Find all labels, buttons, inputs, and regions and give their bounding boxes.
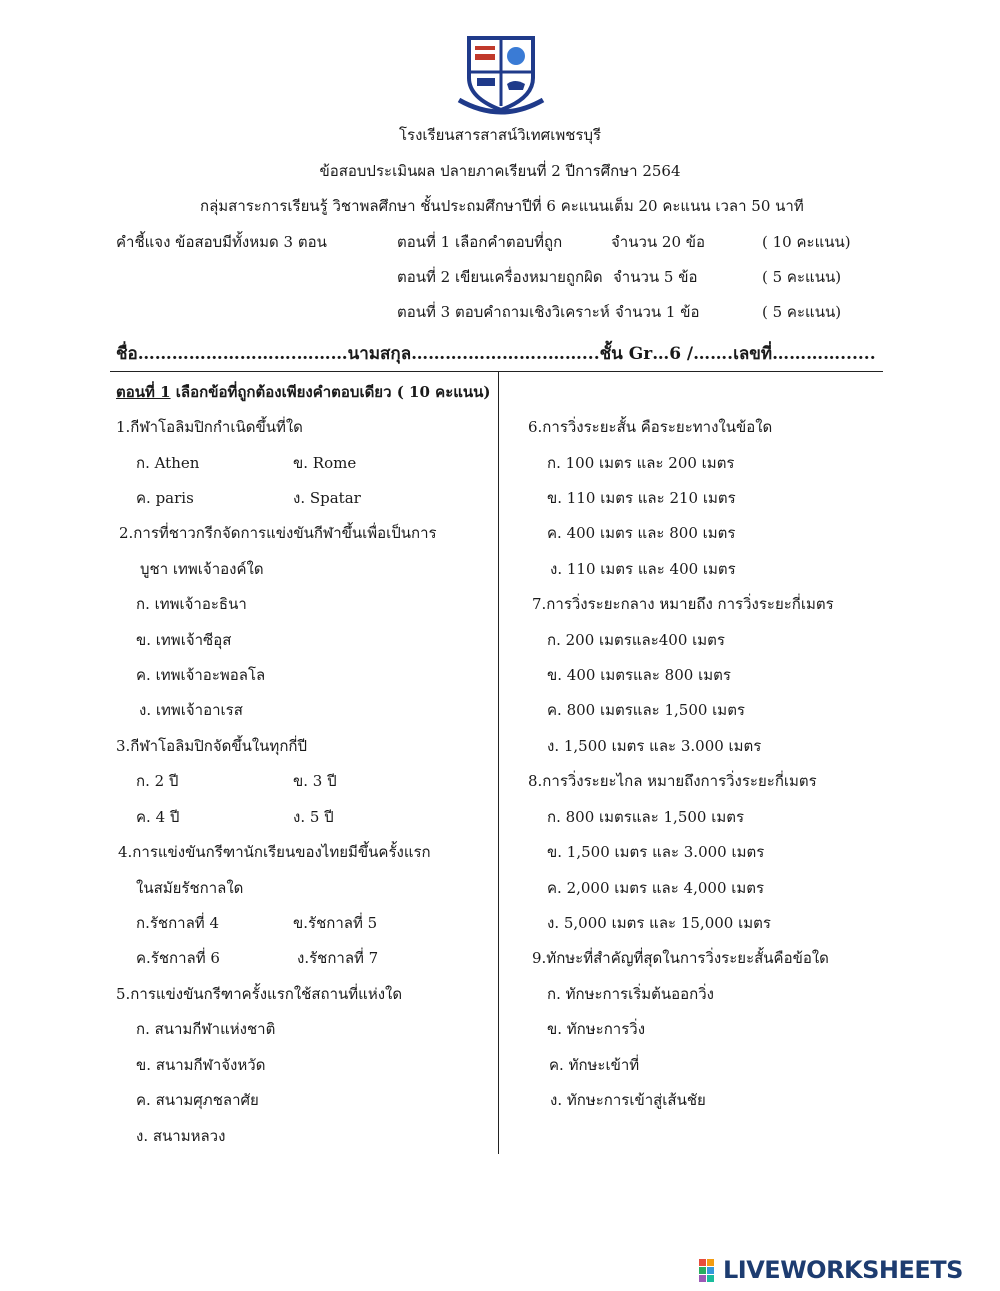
q8-option-d[interactable]: ง. 5,000 เมตร และ 15,000 เมตร bbox=[547, 914, 771, 932]
q3-option-c[interactable]: ค. 4 ปี bbox=[136, 808, 180, 826]
question-6: 6.การวิ่งระยะสั้น คือระยะทางในข้อใด bbox=[528, 418, 773, 436]
student-name-row: ชื่อ……………………….………นามสกุล……….…………..……...ชั้น Gr…6 /…….เลขที่…………...... bbox=[116, 344, 876, 364]
q3-option-d[interactable]: ง. 5 ปี bbox=[293, 808, 334, 826]
column-divider bbox=[498, 371, 499, 1154]
q8-option-a[interactable]: ก. 800 เมตรและ 1,500 เมตร bbox=[547, 808, 745, 826]
q2-option-d[interactable]: ง. เทพเจ้าอาเรส bbox=[139, 701, 243, 719]
q8-option-b[interactable]: ข. 1,500 เมตร และ 3.000 เมตร bbox=[547, 843, 765, 861]
question-9: 9.ทักษะที่สำคัญที่สุดในการวิ่งระยะสั้นคือข้อใด bbox=[532, 949, 829, 967]
section-1-title-part: ตอนที่ 1 bbox=[116, 383, 171, 401]
q5-option-b[interactable]: ข. สนามกีฬาจังหวัด bbox=[136, 1056, 266, 1074]
question-4: 4.การแข่งขันกรีฑานักเรียนของไทยมีขึ้นครั้งแรก bbox=[118, 843, 431, 861]
q5-option-c[interactable]: ค. สนามศุภชลาศัย bbox=[136, 1091, 259, 1109]
q1-option-c[interactable]: ค. paris bbox=[136, 489, 194, 507]
question-2: 2.การที่ชาวกรีกจัดการแข่งขันกีฬาขึ้นเพื่อเป็นการ bbox=[119, 524, 437, 542]
question-8: 8.การวิ่งระยะไกล หมายถึงการวิ่งระยะกี่เมตร bbox=[528, 772, 817, 790]
part-3-count: จำนวน 1 ข้อ bbox=[615, 303, 700, 321]
instructions-label: คำชี้แจง ข้อสอบมีทั้งหมด 3 ตอน bbox=[116, 233, 327, 251]
q2-option-b[interactable]: ข. เทพเจ้าซีอุส bbox=[136, 631, 232, 649]
part-2-count: จำนวน 5 ข้อ bbox=[613, 268, 698, 286]
question-5: 5.การแข่งขันกรีฑาครั้งแรกใช้สถานที่แห่งใด bbox=[116, 985, 403, 1003]
question-7: 7.การวิ่งระยะกลาง หมายถึง การวิ่งระยะกี่เมตร bbox=[532, 595, 834, 613]
q7-option-b[interactable]: ข. 400 เมตรและ 800 เมตร bbox=[547, 666, 731, 684]
q9-option-a[interactable]: ก. ทักษะการเริ่มต้นออกวิ่ง bbox=[547, 985, 715, 1003]
section-1-title bbox=[116, 380, 491, 404]
q1-option-a[interactable]: ก. Athen bbox=[136, 454, 200, 472]
question-4-cont: ในสมัยรัชกาลใด bbox=[136, 879, 244, 897]
part-1-count: จำนวน 20 ข้อ bbox=[611, 233, 706, 251]
part-2-score: ( 5 คะแนน) bbox=[762, 268, 842, 286]
q6-option-a[interactable]: ก. 100 เมตร และ 200 เมตร bbox=[547, 454, 735, 472]
q7-option-c[interactable]: ค. 800 เมตรและ 1,500 เมตร bbox=[547, 701, 745, 719]
q7-option-a[interactable]: ก. 200 เมตรและ400 เมตร bbox=[547, 631, 725, 649]
question-3: 3.กีฬาโอลิมปิกจัดขึ้นในทุกกี่ปี bbox=[116, 737, 308, 755]
q2-option-a[interactable]: ก. เทพเจ้าอะธินา bbox=[136, 595, 247, 613]
subject-line: กลุ่มสาระการเรียนรู้ วิชาพลศึกษา ชั้นประถมศึกษาปีที่ 6 คะแนนเต็ม 20 คะแนน เวลา 50 นาที bbox=[200, 197, 804, 215]
part-2-name: ตอนที่ 2 เขียนเครื่องหมายถูกผิด bbox=[397, 268, 603, 286]
section-1-title-rest: เลือกข้อที่ถูกต้องเพียงคำตอบเดียว ( 10 คะแนน) bbox=[170, 383, 491, 401]
part-1-name: ตอนที่ 1 เลือกคำตอบที่ถูก bbox=[397, 233, 563, 251]
question-2-cont: บูชา เทพเจ้าองค์ใด bbox=[140, 560, 264, 578]
liveworksheets-wordmark: LIVEWORKSHEETS bbox=[723, 1256, 963, 1284]
q2-option-c[interactable]: ค. เทพเจ้าอะพอลโล bbox=[136, 666, 266, 684]
school-name: โรงเรียนสารสาสน์วิเทศเพชรบุรี bbox=[398, 126, 602, 144]
q5-option-d[interactable]: ง. สนามหลวง bbox=[136, 1127, 226, 1145]
q3-option-a[interactable]: ก. 2 ปี bbox=[136, 772, 179, 790]
q6-option-c[interactable]: ค. 400 เมตร และ 800 เมตร bbox=[547, 524, 736, 542]
liveworksheets-logo-icon bbox=[697, 1257, 723, 1283]
q9-option-b[interactable]: ข. ทักษะการวิ่ง bbox=[547, 1020, 646, 1038]
school-crest-logo bbox=[455, 34, 547, 118]
q8-option-c[interactable]: ค. 2,000 เมตร และ 4,000 เมตร bbox=[547, 879, 765, 897]
q7-option-d[interactable]: ง. 1,500 เมตร และ 3.000 เมตร bbox=[547, 737, 762, 755]
horizontal-divider bbox=[110, 371, 883, 372]
exam-title: ข้อสอบประเมินผล ปลายภาคเรียนที่ 2 ปีการศึกษา 2564 bbox=[319, 162, 681, 180]
q6-option-d[interactable]: ง. 110 เมตร และ 400 เมตร bbox=[550, 560, 736, 578]
q4-option-a[interactable]: ก.รัชกาลที่ 4 bbox=[136, 914, 219, 932]
question-1: 1.กีฬาโอลิมปิกกำเนิดขึ้นที่ใด bbox=[116, 418, 303, 436]
q3-option-b[interactable]: ข. 3 ปี bbox=[293, 772, 337, 790]
part-3-name: ตอนที่ 3 ตอบคำถามเชิงวิเคราะห์ bbox=[397, 303, 610, 321]
q6-option-b[interactable]: ข. 110 เมตร และ 210 เมตร bbox=[547, 489, 736, 507]
q5-option-a[interactable]: ก. สนามกีฬาแห่งชาติ bbox=[136, 1020, 276, 1038]
liveworksheets-brand bbox=[697, 1255, 963, 1285]
q4-option-d[interactable]: ง.รัชกาลที่ 7 bbox=[297, 949, 379, 967]
part-1-score: ( 10 คะแนน) bbox=[762, 233, 851, 251]
q1-option-b[interactable]: ข. Rome bbox=[293, 454, 357, 472]
q9-option-c[interactable]: ค. ทักษะเข้าที่ bbox=[549, 1056, 640, 1074]
part-3-score: ( 5 คะแนน) bbox=[762, 303, 842, 321]
q4-option-b[interactable]: ข.รัชกาลที่ 5 bbox=[293, 914, 378, 932]
q9-option-d[interactable]: ง. ทักษะการเข้าสู่เส้นชัย bbox=[550, 1091, 706, 1109]
q4-option-c[interactable]: ค.รัชกาลที่ 6 bbox=[136, 949, 220, 967]
q1-option-d[interactable]: ง. Spatar bbox=[293, 489, 361, 507]
